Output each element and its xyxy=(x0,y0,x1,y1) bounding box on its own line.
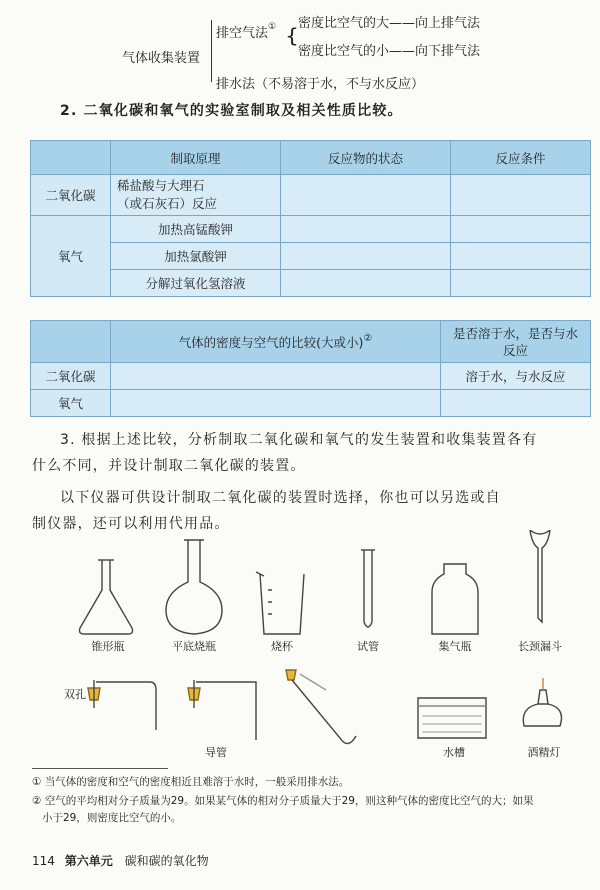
table2-o2-soluble[interactable] xyxy=(441,390,591,417)
section3-line4: 制仪器，还可以利用代用品。 xyxy=(32,516,230,532)
table2-co2-label: 二氧化碳 xyxy=(31,363,111,390)
table1-o2-condition-2[interactable] xyxy=(451,243,591,270)
table2-header-soluble: 是否溶于水，是否与水反应 xyxy=(441,321,591,363)
double-hole-stopper-icon xyxy=(88,670,356,744)
table2-o2-density[interactable] xyxy=(111,390,441,417)
table1-o2-state-3[interactable] xyxy=(281,270,451,297)
label-test-tube: 试管 xyxy=(357,640,379,653)
table2-o2-label: 氧气 xyxy=(31,390,111,417)
air-up-method: 密度比空气的大——向上排气法 xyxy=(298,16,481,31)
inner-brace: { xyxy=(285,25,299,48)
label-gas-jar: 集气瓶 xyxy=(438,640,472,653)
label-alcohol-lamp: 酒精灯 xyxy=(527,746,561,759)
label-conical-flask: 锥形瓶 xyxy=(91,640,125,653)
table2-empty-header xyxy=(31,321,111,363)
water-trough-icon xyxy=(418,698,486,738)
alcohol-lamp-icon xyxy=(523,678,561,726)
section3-line1: 3. 根据上述比较，分析制取二氧化碳和氧气的发生装置和收集装置各有 xyxy=(60,432,538,448)
table1-header-condition: 反应条件 xyxy=(451,141,591,175)
section3-line2: 什么不同，并设计制取二氧化碳的装置。 xyxy=(32,458,306,474)
flat-flask-icon xyxy=(166,540,222,634)
table1-o2-principle-3: 分解过氧化氢溶液 xyxy=(111,270,281,297)
table1-header-state: 反应物的状态 xyxy=(281,141,451,175)
table1-o2-state-2[interactable] xyxy=(281,243,451,270)
label-beaker: 烧杯 xyxy=(271,640,293,653)
section3-line3: 以下仪器可供设计制取二氧化碳的装置时选择，你也可以另选或自 xyxy=(60,490,501,506)
footnote-2-line1: ② 空气的平均相对分子质量为29。如果某气体的相对分子质量大于29，则这种气体的密度比空气的大；如果 xyxy=(32,795,534,807)
section2-heading: 2. 二氧化碳和氧气的实验室制取及相关性质比较。 xyxy=(60,103,403,119)
footnote-separator xyxy=(32,768,168,769)
water-method: 排水法（不易溶于水，不与水反应） xyxy=(216,77,425,92)
table1-o2-label: 氧气 xyxy=(31,216,111,297)
table2-co2-density[interactable] xyxy=(111,363,441,390)
table1-o2-state-1[interactable] xyxy=(281,216,451,243)
unit-number: 第六单元 xyxy=(64,854,113,868)
table1-co2-label: 二氧化碳 xyxy=(31,175,111,216)
gas-jar-icon xyxy=(432,564,478,634)
conical-flask-icon xyxy=(80,560,133,634)
table1-header-principle: 制取原理 xyxy=(111,141,281,175)
comparison-table-1 xyxy=(30,140,591,297)
label-trough: 水槽 xyxy=(443,746,465,759)
air-down-method: 密度比空气的小——向下排气法 xyxy=(298,44,481,59)
label-tube: 导管 xyxy=(205,746,227,759)
table2-co2-soluble: 溶于水，与水反应 xyxy=(441,363,591,390)
table1-co2-condition[interactable] xyxy=(451,175,591,216)
gas-collection-title: 气体收集装置 xyxy=(122,51,201,66)
air-method-label: 排空气法① xyxy=(216,22,277,41)
table1-o2-condition-1[interactable] xyxy=(451,216,591,243)
label-long-neck-funnel: 长颈漏斗 xyxy=(518,640,562,653)
table1-o2-principle-2: 加热氯酸钾 xyxy=(111,243,281,270)
table1-o2-principle-1: 加热高锰酸钾 xyxy=(111,216,281,243)
unit-title: 碳和碳的氧化物 xyxy=(124,854,209,868)
footnote-2-line2: 小于29，则密度比空气的小。 xyxy=(42,812,182,824)
beaker-icon xyxy=(256,572,304,634)
page-footer xyxy=(32,852,209,869)
footnote-1: ① 当气体的密度和空气的密度相近且难溶于水时，一般采用排水法。 xyxy=(32,776,350,788)
page-number: 114 xyxy=(32,854,55,868)
table1-empty-header xyxy=(31,141,111,175)
outer-brace xyxy=(211,20,212,82)
table2-header-density: 气体的密度与空气的比较(大或小)② xyxy=(111,321,441,363)
comparison-table-2 xyxy=(30,320,591,417)
gas-collection-tree xyxy=(0,0,600,95)
table1-o2-condition-3[interactable] xyxy=(451,270,591,297)
table1-co2-state[interactable] xyxy=(281,175,451,216)
long-neck-funnel-icon xyxy=(530,530,550,622)
test-tube-icon xyxy=(361,550,375,627)
label-double-hole: 双孔 xyxy=(64,688,86,701)
label-flat-flask: 平底烧瓶 xyxy=(172,640,216,653)
table1-co2-principle: 稀盐酸与大理石 （或石灰石）反应 xyxy=(111,175,281,216)
